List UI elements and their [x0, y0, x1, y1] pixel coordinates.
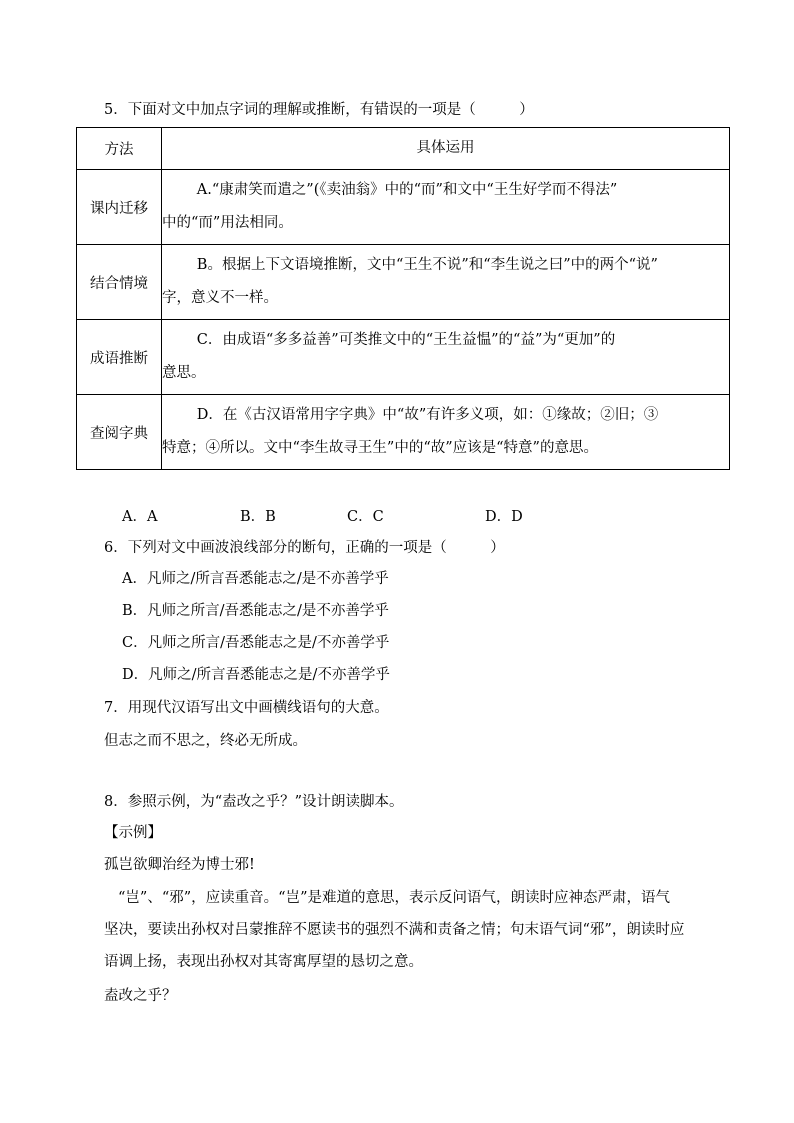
q8-example-sentence: 孤岂欲卿治经为博士邪!: [104, 857, 255, 873]
q6-option-c: C．凡师之所言/吾悉能志之是/不亦善学乎: [122, 635, 390, 651]
row-usage-line1: C．由成语“多多益善”可类推文中的“王生益愠”的“益”为“更加”的: [196, 332, 616, 348]
q6-option-d: D．凡师之/所言吾悉能志之是/不亦善学乎: [122, 667, 390, 683]
q8-explanation-line-1: “岂”、“邪”，应读重音。“岂”是难道的意思，表示反问语气，朗读时应神态严肃，语气: [118, 890, 670, 906]
q8-example-label: 【示例】: [104, 825, 162, 841]
q6-option-a: A．凡师之/所言吾悉能志之/是不亦善学乎: [122, 571, 389, 587]
q8-explanation-line-2: 坚决，要读出孙权对吕蒙推辞不愿读书的强烈不满和责备之情；句末语气词“邪”，朗读时应: [104, 922, 685, 938]
question-7-stem: 7．用现代汉语写出文中画横线语句的大意。: [104, 700, 389, 716]
row-usage-line1: D．在《古汉语常用字字典》中“故”有许多义项，如：①缘故；②旧；③: [196, 407, 659, 423]
q5-option-c: C．C: [347, 509, 384, 525]
q6-option-b: B．凡师之所言/吾悉能志之/是不亦善学乎: [122, 603, 389, 619]
row-usage: [162, 395, 730, 470]
table-header-row: [77, 128, 730, 170]
row-usage-line1: B。根据上下文语境推断，文中“王生不说”和“李生说之曰”中的两个“说”: [196, 257, 658, 273]
q5-option-b: B．B: [240, 509, 276, 525]
methods-table: [76, 127, 730, 470]
row-usage-line2: 意思。: [162, 365, 206, 381]
question-5-stem: 5．下面对文中加点字词的理解或推断，有错误的一项是（ ）: [104, 102, 534, 118]
question-8-stem: 8．参照示例，为“盍改之乎？”设计朗读脚本。: [104, 794, 404, 810]
row-method: 查阅字典: [77, 395, 162, 470]
header-method: 方法: [77, 128, 162, 170]
table-row: [77, 395, 730, 470]
row-usage: [162, 245, 730, 320]
row-usage-line1: A.“康肃笑而遣之”(《卖油翁》中的“而”和文中“王生好学而不得法”: [196, 182, 618, 198]
question-6-stem: 6．下列对文中画波浪线部分的断句，正确的一项是（ ）: [104, 540, 505, 556]
q5-option-a: A．A: [122, 509, 158, 525]
row-method: 结合情境: [77, 245, 162, 320]
q7-sentence: 但志之而不思之，终必无所成。: [104, 733, 307, 749]
row-usage-line2: 字，意义不一样。: [162, 290, 278, 306]
table-row: [77, 320, 730, 395]
row-usage: [162, 170, 730, 245]
table-row: [77, 170, 730, 245]
q5-option-d: D．D: [485, 509, 523, 525]
q8-explanation-line-3: 语调上扬，表现出孙权对其寄寓厚望的恳切之意。: [104, 954, 423, 970]
table-row: [77, 245, 730, 320]
row-usage-line2: 特意；④所以。文中“李生故寻王生”中的“故”应该是“特意”的意思。: [162, 440, 598, 456]
row-method: 成语推断: [77, 320, 162, 395]
q8-task-sentence: 盍改之乎？: [104, 988, 177, 1004]
row-usage: [162, 320, 730, 395]
row-method: 课内迁移: [77, 170, 162, 245]
row-usage-line2: 中的“而”用法相同。: [162, 215, 293, 231]
header-usage: 具体运用: [162, 128, 730, 170]
